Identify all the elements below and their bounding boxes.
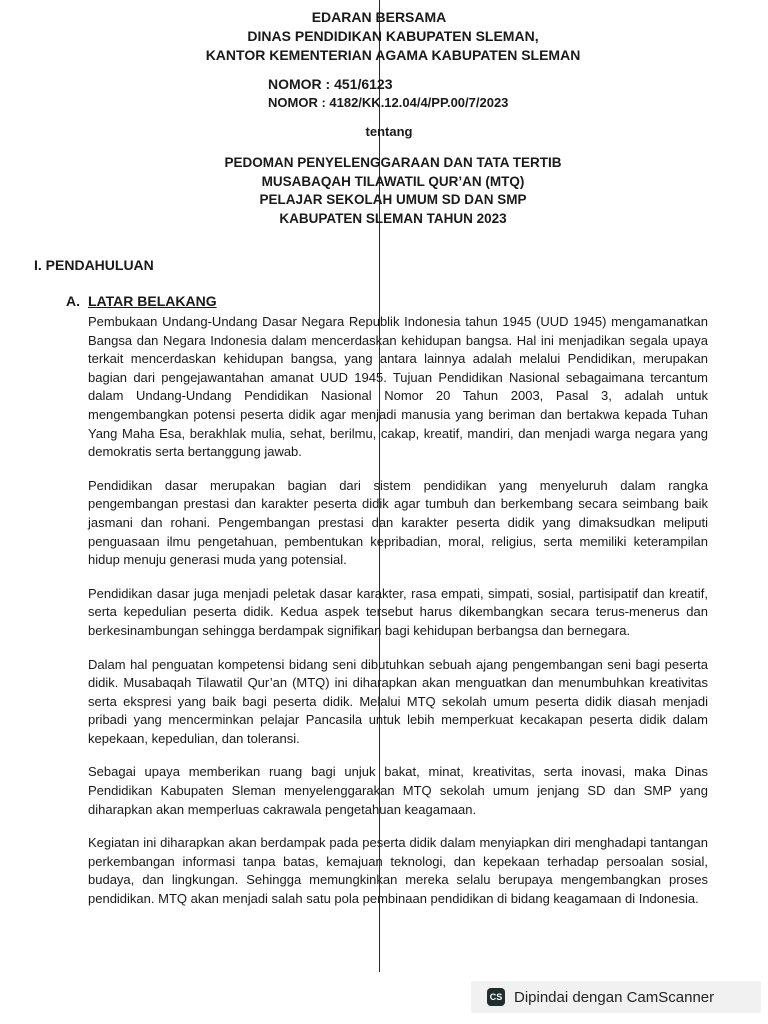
camscanner-watermark — [471, 981, 761, 1013]
paragraph-1: Pembukaan Undang-Undang Dasar Negara Republik Indonesia tahun 1945 (UUD 1945) mengamanatkan Bangsa dan Negara Indonesia dalam mencerdaskan kehidupan bangsa. Hal ini menjadikan segala upaya terkait mencerdaskan kehidupan bangsa, yang antara lainnya adalah melalui Pendidikan, merupakan bagian dari pengejawantahan amanat UUD 1945. Tujuan Pendidikan Nasional sebagaimana tercantum dalam Undang-Undang Pendidikan Nasional Nomor 20 Tahun 2003, Pasal 3, adalah untuk mengembangkan potensi peserta didik agar menjadi manusia yang beriman dan bertakwa kepada Tuhan Yang Maha Esa, berakhlak mulia, sehat, berilmu, cakap, kreatif, mandiri, dan menjadi warga negara yang demokratis serta bertanggung jawab. — [88, 314, 708, 460]
camscanner-icon: CS — [487, 988, 505, 1006]
subsection-label: A. — [66, 293, 80, 309]
nomor-1: NOMOR : 451/6123 — [268, 76, 393, 92]
paragraph-2: Pendidikan dasar merupakan bagian dari sistem pendidikan yang menyeluruh dalam rangka pengembangan prestasi dan karakter peserta didik agar tumbuh dan berkembang secara seimbang baik jasmani dan rohani. Pengembangan prestasi dan karakter peserta didik yang dimaksudkan meliputi penguasaan ilmu pengetahuan, pembentukan kepribadian, moral, religius, serta memiliki keterampilan hidup menuju generasi muda yang potensial. — [88, 477, 708, 568]
subject-line-1: PEDOMAN PENYELENGGARAAN DAN TATA TERTIB — [224, 155, 562, 170]
paragraph-3: Pendidikan dasar juga menjadi peletak dasar karakter, rasa empati, simpati, sosial, partisipatif dan kreatif, serta kepedulian peserta didik. Kedua aspek tersebut harus dikembangkan secara terus-menerus dan berkesinambungan sehingga berdampak signifikan bagi kehidupan berbangsa dan bernegara. — [88, 585, 708, 638]
document-body — [88, 313, 708, 924]
subsection-title: LATAR BELAKANG — [88, 293, 217, 309]
header-line-1: EDARAN BERSAMA — [311, 9, 447, 25]
document-subject — [0, 154, 768, 228]
watermark-text: Dipindai dengan CamScanner — [514, 988, 715, 1006]
subject-line-4: KABUPATEN SLEMAN TAHUN 2023 — [279, 210, 507, 226]
section-heading: I. PENDAHULUAN — [34, 257, 154, 273]
paragraph-5: Sebagai upaya memberikan ruang bagi unjuk bakat, minat, kreativitas, serta inovasi, maka Dinas Pendidikan Kabupaten Sleman menyelenggarakan MTQ sekolah umum jenjang SD dan SMP yang diharapkan akan memperluas cakrawala pengetahuan keagamaan. — [88, 764, 708, 817]
subject-line-2: MUSABAQAH TILAWATIL QUR’AN (MTQ) — [261, 173, 525, 189]
paragraph-4: Dalam hal penguatan kompetensi bidang seni dibutuhkan sebuah ajang pengembangan seni bagi peserta didik. Musabaqah Tilawatil Qur’an (MTQ) ini diharapkan akan menguatkan dan menumbuhkan kreativitas serta ekspresi yang baik bagi peserta didik. Melalui MTQ sekolah umum peserta didik diasah menjadi pribadi yang mencerminkan pelajar Pancasila untuk lebih memperkuat kecakapan peserta didik dalam kepekaan, kepedulian, dan toleransi. — [88, 656, 708, 746]
header-line-3: KANTOR KEMENTERIAN AGAMA KABUPATEN SLEMAN — [205, 47, 581, 63]
header-line-2: DINAS PENDIDIKAN KABUPATEN SLEMAN, — [247, 28, 539, 44]
subject-line-3: PELAJAR SEKOLAH UMUM SD DAN SMP — [259, 192, 527, 207]
document-header — [0, 8, 768, 65]
paragraph-6: Kegiatan ini diharapkan akan berdampak pada peserta didik dalam menyiapkan diri menghadapi tantangan perkembangan informasi tanpa batas, kemajuan teknologi, dan kepekaan terhadap persoalan sosial, budaya, dan lingkungan. Sehingga memungkinkan mereka selalu berupaya mengembangkan proses pendidikan. MTQ akan menjadi salah satu pola pembinaan pendidikan di bidang keagamaan di Indonesia. — [88, 835, 708, 907]
subsection-heading — [66, 293, 217, 309]
tentang-label: tentang — [365, 124, 413, 139]
nomor-2: NOMOR : 4182/KK.12.04/4/PP.00/7/2023 — [268, 95, 509, 110]
